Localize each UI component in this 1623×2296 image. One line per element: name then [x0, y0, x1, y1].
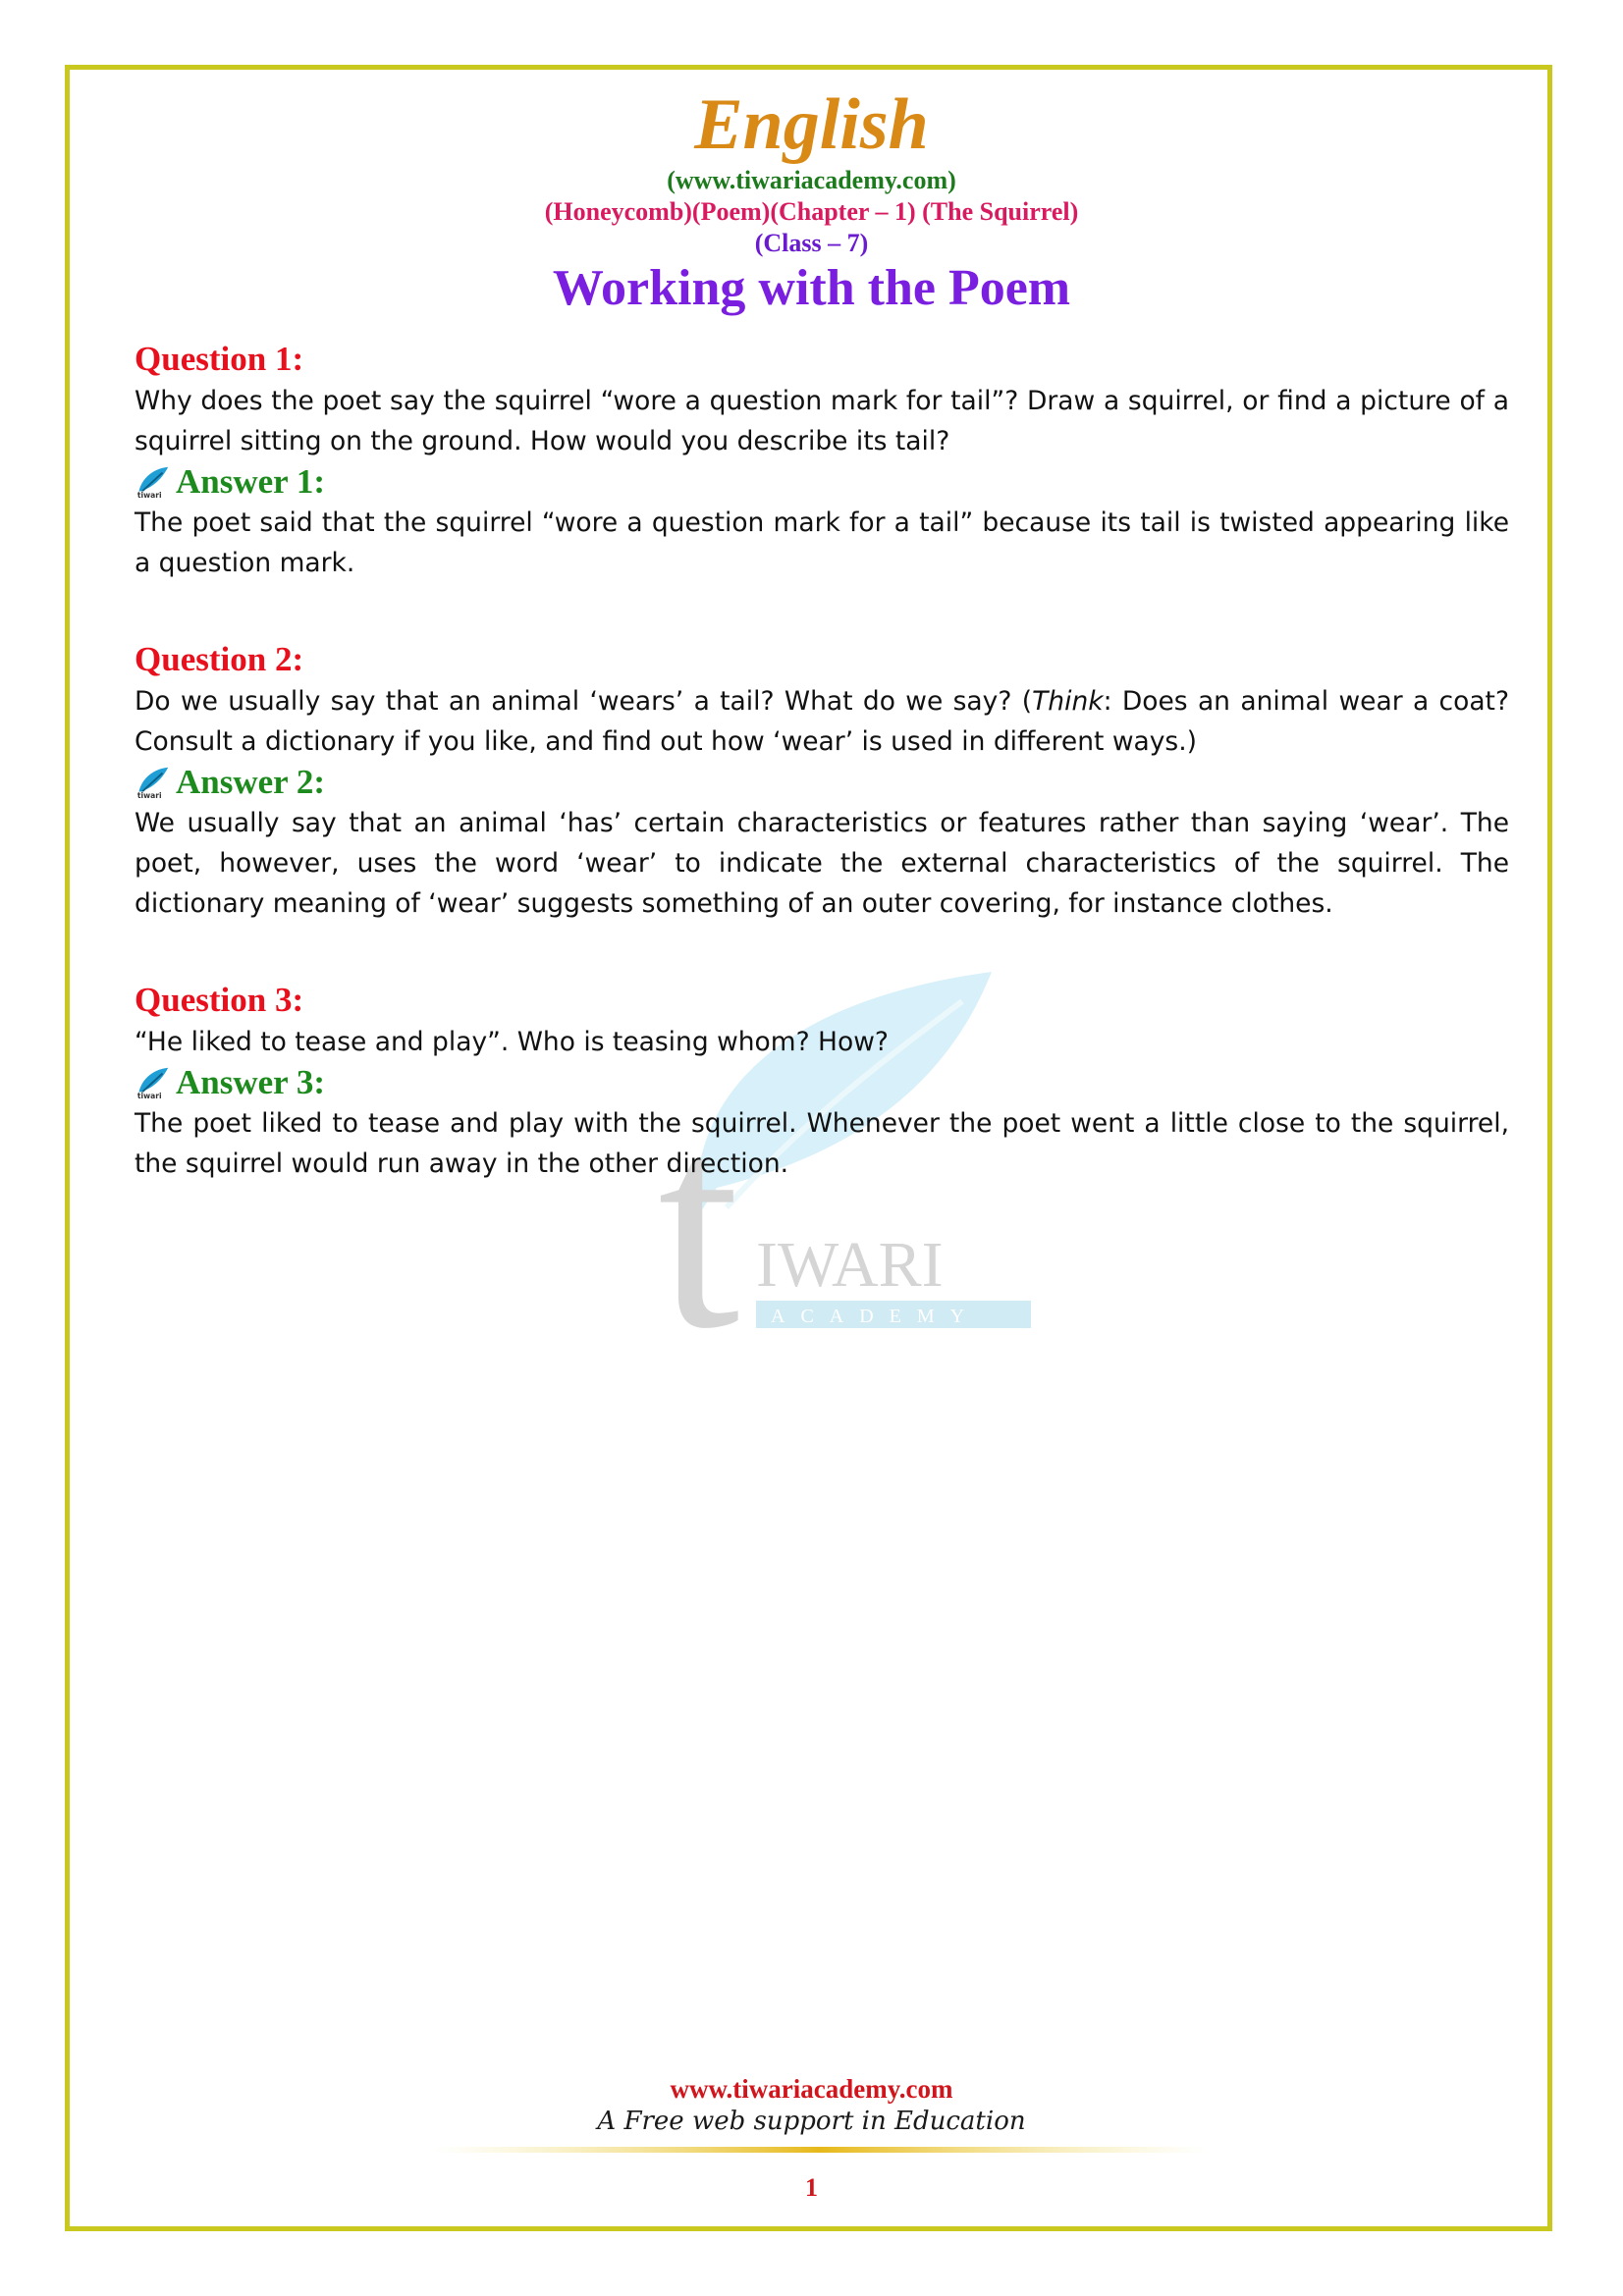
question-1-text: Why does the poet say the squirrel “wore a question mark for tail”? Draw a squirrel, or find a picture of a squirrel sitting on the ground. How would you describe its tail? — [135, 386, 1509, 456]
section-title: Working with the Poem — [552, 260, 1071, 316]
svg-text:tiwari: tiwari — [136, 1092, 162, 1101]
page-number: 1 — [805, 2173, 818, 2202]
svg-text:tiwari: tiwari — [136, 491, 162, 501]
answer-1-text: The poet said that the squirrel “wore a question mark for a tail” because its tail is twisted appearing like a question mark. — [135, 507, 1509, 578]
qa-content — [135, 338, 1509, 1184]
watermark-sub: ACADEMY — [771, 1306, 981, 1327]
class-info: (Class – 7) — [754, 229, 869, 257]
footer-divider — [432, 2147, 1208, 2153]
question-2-label: Question 2: — [135, 640, 304, 678]
question-3-text: “He liked to tease and play”. Who is teasing whom? How? — [135, 1027, 889, 1057]
feather-icon — [135, 463, 172, 501]
feather-icon — [135, 764, 172, 801]
footer-site-link[interactable]: www.tiwariacademy.com — [670, 2074, 953, 2104]
answer-1-heading — [135, 461, 1509, 503]
think-word: Think — [1032, 686, 1104, 717]
feather-icon — [135, 1064, 172, 1101]
answer-2-heading — [135, 762, 1509, 803]
watermark-letter-t: t — [658, 1063, 740, 1374]
watermark-name: IWARI — [756, 1229, 944, 1301]
book-chapter-info: (Honeycomb)(Poem)(Chapter – 1) (The Squirrel) — [544, 197, 1079, 226]
answer-1-label: Answer 1: — [176, 462, 325, 501]
answer-3-heading — [135, 1062, 1509, 1103]
answer-3-text: The poet liked to tease and play with the squirrel. Whenever the poet went a little close to the squirrel, the squirrel would run away in the other direction. — [135, 1108, 1509, 1179]
question-1-label: Question 1: — [135, 340, 304, 378]
answer-3-label: Answer 3: — [176, 1063, 325, 1101]
answer-2-label: Answer 2: — [176, 763, 325, 801]
footer-tagline: A Free web support in Education — [597, 2107, 1026, 2136]
question-2-text: Do we usually say that an animal ‘wears’ a tail? What do we say? (Think: Does an animal wear a coat? Consult a dictionary if you like, and find out how ‘wear’ is used in different ways.) — [135, 686, 1510, 757]
header-site-link[interactable]: (www.tiwariacademy.com) — [667, 166, 956, 194]
question-3-label: Question 3: — [135, 981, 304, 1019]
answer-2-text: We usually say that an animal ‘has’ certain characteristics or features rather than saying ‘wear’. The poet, however, uses the word ‘wear’ to indicate the external characteristics of the squirrel. The dictionary meaning of ‘wear’ suggests something of an outer covering, for instance clothes. — [135, 808, 1509, 919]
subject-title: English — [694, 84, 929, 165]
svg-text:tiwari: tiwari — [136, 791, 162, 801]
